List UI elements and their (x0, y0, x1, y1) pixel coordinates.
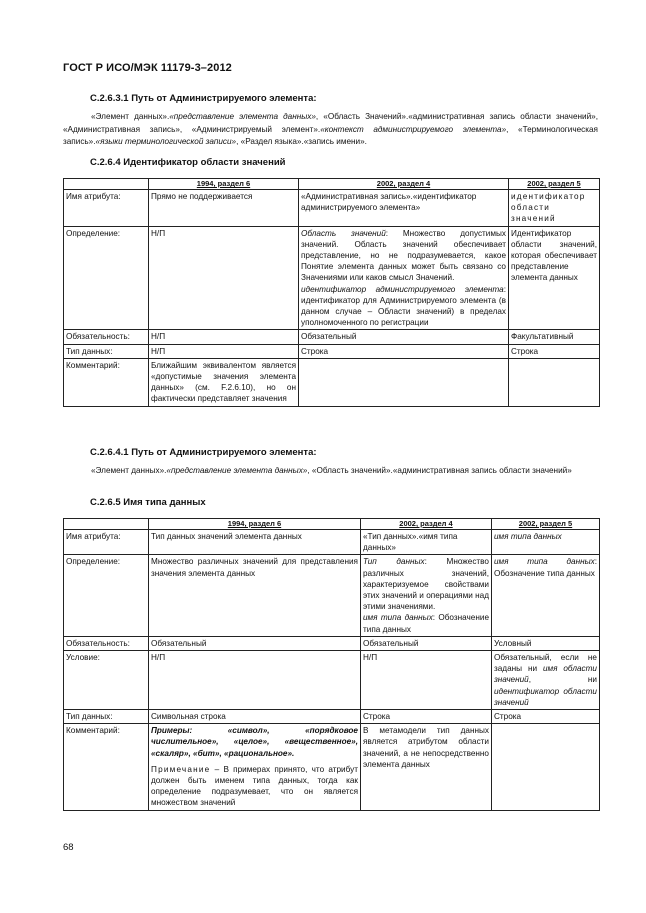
table-header-row (64, 519, 600, 530)
cell: Примеры: «символ», «порядковое числительное», «целое», «вещественное», «скаляр», «бит», «рациональное». Примечание – В примерах принято, что атрибут должен быть именем типа данных, тогда как определение подразумевает, что он является множеством значений (149, 724, 361, 810)
table-row (64, 724, 600, 810)
cell: имя типа данных (492, 530, 600, 555)
row-label: Комментарий: (64, 724, 149, 810)
row-label: Тип данных: (64, 344, 149, 358)
table-row (64, 358, 600, 406)
section-heading-datatype-name: С.2.6.5 Имя типа данных (90, 497, 206, 508)
row-label: Определение: (64, 226, 149, 330)
header-empty-cell (64, 179, 149, 190)
table-row (64, 226, 600, 330)
row-label: Тип данных: (64, 710, 149, 724)
section-heading-path-2: С.2.6.4.1 Путь от Администрируемого элемента: (90, 447, 317, 458)
row-label: Обязательность: (64, 330, 149, 344)
table-row (64, 651, 600, 710)
header-2002-s4: 2002, раздел 4 (361, 519, 492, 530)
datatype-name-table (63, 518, 600, 811)
row-label: Имя атрибута: (64, 190, 149, 227)
cell: Тип данных: Множество различных значений, характеризуемое свойствами этих значений и операциями над этими значениями. имя типа данных: Обозначение типа данных (361, 555, 492, 636)
row-label: Обязательность: (64, 636, 149, 650)
header-1994-s6: 1994, раздел 6 (149, 519, 361, 530)
cell: Обязательный (361, 636, 492, 650)
cell: Область значений: Множество допустимых значений. Область значений обеспечивает представление, но не подразумевается, какое Понятие элемента данных может быть связано со Значениями или каков смысл Значений. идентификатор администрируемого элемента: идентификатор для Администрируемого элемента (в данном случае – Области значений) в пределах уполномоченного по регистрации (299, 226, 509, 330)
cell: Строка (299, 344, 509, 358)
cell: имя типа данных: Обозначение типа данных (492, 555, 600, 636)
cell (299, 358, 509, 406)
table-row (64, 190, 600, 227)
cell: Строка (492, 710, 600, 724)
table-row (64, 636, 600, 650)
cell: В метамодели тип данных является атрибутом области значений, а не непосредственно элемента данных (361, 724, 492, 810)
row-label: Комментарий: (64, 358, 149, 406)
path-paragraph-2: «Элемент данных».«представление элемента данных», «Область значений».«административная запись области значений» (91, 466, 572, 475)
cell: Н/П (149, 344, 299, 358)
cell: Факультативный (509, 330, 600, 344)
cell (509, 358, 600, 406)
value-domain-id-table (63, 178, 600, 407)
cell: Идентификатор области значений, которая обеспечивает представление элемента данных (509, 226, 600, 330)
cell: Условный (492, 636, 600, 650)
header-empty-cell (64, 519, 149, 530)
cell: Н/П (149, 226, 299, 330)
table-row (64, 344, 600, 358)
table-row (64, 555, 600, 636)
header-2002-s4: 2002, раздел 4 (299, 179, 509, 190)
cell: «Административная запись».«идентификатор администрируемого элемента» (299, 190, 509, 227)
document-title: ГОСТ Р ИСО/МЭК 11179-3–2012 (63, 62, 232, 74)
row-label: Условие: (64, 651, 149, 710)
cell: Обязательный (149, 636, 361, 650)
cell: «Тип данных».«имя типа данных» (361, 530, 492, 555)
cell: Строка (361, 710, 492, 724)
table-row (64, 530, 600, 555)
header-2002-s5: 2002, раздел 5 (492, 519, 600, 530)
cell: Строка (509, 344, 600, 358)
cell: Тип данных значений элемента данных (149, 530, 361, 555)
cell: Множество различных значений для представления значения элемента данных (149, 555, 361, 636)
section-heading-path-1: С.2.6.3.1 Путь от Администрируемого элемента: (90, 93, 317, 104)
cell: Ближайшим эквивалентом является «допустимые значения элемента данных» (см. F.2.6.10), но он фактически представляет значения (149, 358, 299, 406)
cell: Н/П (149, 651, 361, 710)
examples-text: Примеры: «символ», «порядковое числительное», «целое», «вещественное», «скаляр», «бит», «рациональное». (151, 726, 358, 758)
table-header-row (64, 179, 600, 190)
cell: идентификатор области значений (509, 190, 600, 227)
row-label: Определение: (64, 555, 149, 636)
page-number: 68 (63, 842, 74, 853)
section-heading-value-domain-id: С.2.6.4 Идентификатор области значений (90, 157, 286, 168)
cell: Прямо не поддерживается (149, 190, 299, 227)
cell: Обязательный, если не заданы ни имя области значений, ни идентификатор области значений (492, 651, 600, 710)
table-row (64, 710, 600, 724)
header-2002-s5: 2002, раздел 5 (509, 179, 600, 190)
table-row (64, 330, 600, 344)
cell: Н/П (149, 330, 299, 344)
cell: Символьная строка (149, 710, 361, 724)
cell (492, 724, 600, 810)
cell: Н/П (361, 651, 492, 710)
header-1994-s6: 1994, раздел 6 (149, 179, 299, 190)
path-paragraph-1: «Элемент данных».«представление элемента данных», «Область Значений».«административная запись области значений», «Административная запись», «Администрируемый элемент».«контекст администрируемого элемента», «Терминологическая запись».«языки терминологической записи», «Раздел языка».«запись имени». (63, 112, 598, 146)
row-label: Имя атрибута: (64, 530, 149, 555)
cell: Обязательный (299, 330, 509, 344)
